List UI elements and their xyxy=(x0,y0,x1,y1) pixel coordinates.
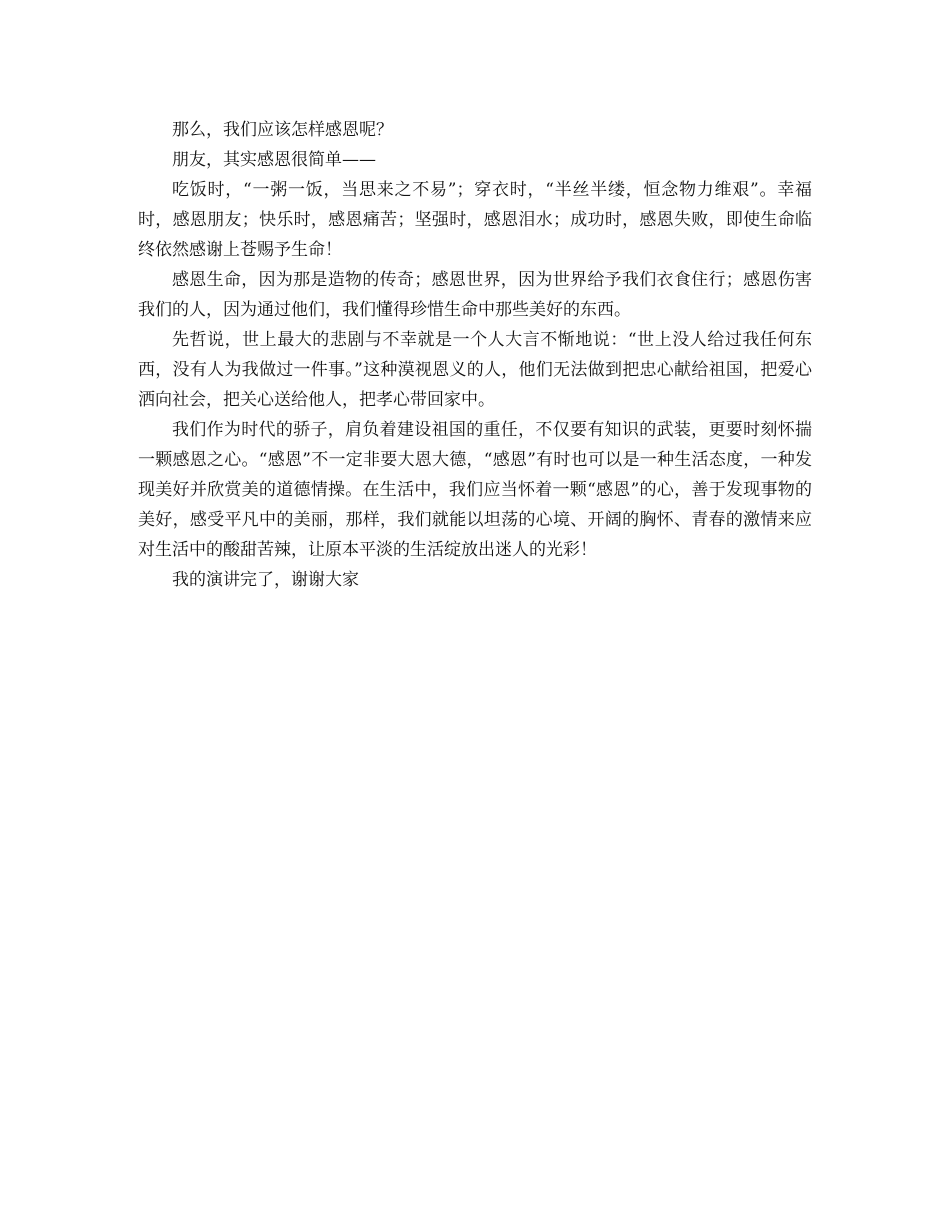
paragraph-daily-gratitude: 吃饭时，“一粥一饭，当思来之不易”；穿衣时，“半丝半缕，恒念物力维艰”。幸福时，感恩朋友；快乐时，感恩痛苦；坚强时，感恩泪水；成功时，感恩失败，即使生命临终依然感谢上苍赐予生命！ xyxy=(138,180,812,260)
paragraph-gratitude-life: 感恩生命，因为那是造物的传奇；感恩世界，因为世界给予我们衣食住行；感恩伤害我们的人，因为通过他们，我们懂得珍惜生命中那些美好的东西。 xyxy=(138,270,812,320)
paragraph-responsibility: 我们作为时代的骄子，肩负着建设祖国的重任，不仅要有知识的武装，更要时刻怀揣一颗感恩之心。“感恩”不一定非要大恩大德，“感恩”有时也可以是一种生活态度，一种发现美好并欣赏美的道德情操。在生活中，我们应当怀着一颗“感恩”的心，善于发现事物的美好，感受平凡中的美丽，那样，我们就能以坦荡的心境、开阔的胸怀、青春的激情来应对生活中的酸甜苦辣，让原本平淡的生活绽放出迷人的光彩！ xyxy=(138,420,812,560)
paragraph-intro: 朋友，其实感恩很简单—— xyxy=(172,150,376,170)
paragraph-closing: 我的演讲完了，谢谢大家 xyxy=(172,570,359,590)
paragraph-question: 那么，我们应该怎样感恩呢？ xyxy=(172,120,393,140)
speech-body xyxy=(138,115,812,595)
paragraph-philosopher-quote: 先哲说，世上最大的悲剧与不幸就是一个人大言不惭地说：“世上没人给过我任何东西，没有人为我做过一件事。”这种漠视恩义的人，他们无法做到把忠心献给祖国，把爱心洒向社会，把关心送给他人，把孝心带回家中。 xyxy=(138,330,812,410)
